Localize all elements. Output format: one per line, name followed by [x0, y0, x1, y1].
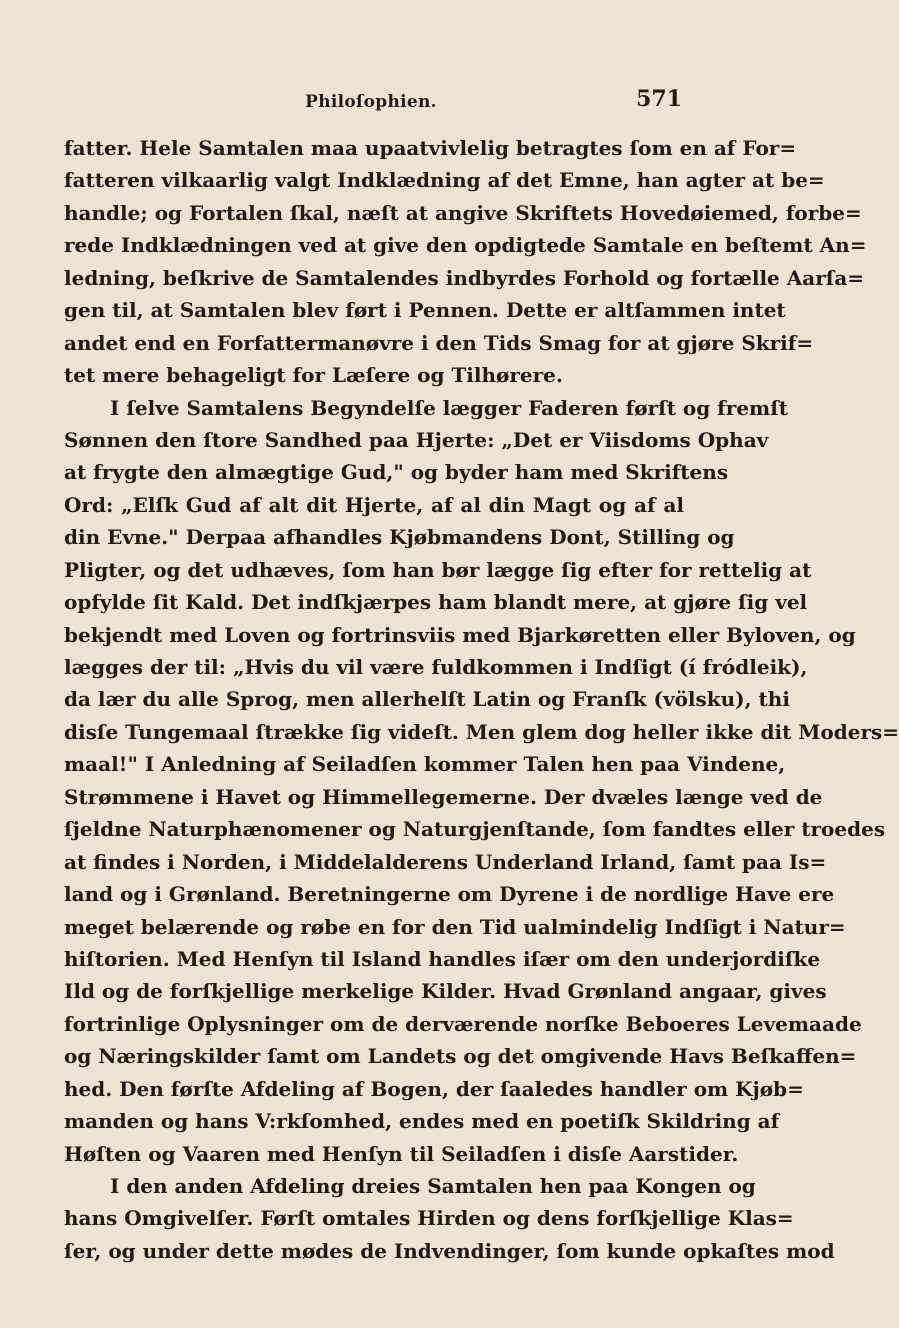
text-line: da lær du alle Sprog, men allerhelſt Latin og Franſk (völsku), thi	[64, 687, 790, 712]
text-line: opfylde ſit Kald. Det indſkjærpes ham blandt mere, at gjøre ſig vel	[64, 590, 808, 615]
text-line: Ord: „Elſk Gud af alt dit Hjerte, af al din Magt og af al	[64, 492, 684, 517]
text-line: land og i Grønland. Beretningerne om Dyrene i de nordlige Have ere	[64, 882, 835, 907]
text-line: lægges der til: „Hvis du vil være fuldkommen i Indſigt (í fródleik),	[64, 655, 808, 679]
text-line: manden og hans V:rkſomhed, endes med en poetiſk Skildring af	[64, 1109, 780, 1134]
text-line: fatter. Hele Samtalen maa upaatvivlelig betragtes ſom en af For=	[64, 136, 797, 160]
text-line: hed. Den førſte Afdeling af Bogen, der ſaaledes handler om Kjøb=	[64, 1076, 804, 1101]
text-line: Høſten og Vaaren med Henſyn til Seiladſen i disſe Aarstider.	[64, 1141, 739, 1166]
text-line: ledning, beſkrive de Samtalendes indbyrdes Forhold og fortælle Aarſa=	[64, 265, 865, 290]
text-line: bekjendt med Loven og fortrinsviis med Bjarkøretten eller Byloven, og	[64, 622, 856, 647]
page-number: 571	[636, 86, 682, 112]
text-line: handle; og Fortalen ſkal, næſt at angive Skriftets Hovedøiemed, forbe=	[64, 200, 862, 225]
body-text	[64, 132, 899, 1267]
text-line: og Næringskilder ſamt om Landets og det omgivende Havs Beſkaffen=	[64, 1044, 857, 1069]
text-line: gen til, at Samtalen blev ført i Pennen. Dette er altſammen intet	[64, 298, 786, 323]
text-line: hans Omgivelſer. Førſt omtales Hirden og dens forſkjellige Klas=	[64, 1206, 794, 1231]
text-line: tet mere behageligt for Læſere og Tilhørere.	[64, 363, 563, 388]
text-line: maal!" I Anledning af Seiladſen kommer Talen hen paa Vindene,	[64, 752, 786, 777]
text-line: Sønnen den ſtore Sandhed paa Hjerte: „Det er Viisdoms Ophav	[64, 427, 769, 452]
text-line: andet end en Forfattermanøvre i den Tids Smag for at gjøre Skrif=	[64, 330, 814, 355]
text-line: fatteren vilkaarlig valgt Indklædning af det Emne, han agter at be=	[64, 168, 825, 193]
running-head: Philoſophien.	[305, 92, 437, 112]
text-line: meget belærende og røbe en for den Tid ualmindelig Indſigt i Natur=	[64, 914, 846, 939]
text-line: I den anden Afdeling dreies Samtalen hen paa Kongen og	[110, 1174, 756, 1198]
text-line: I ſelve Samtalens Begyndelſe lægger Faderen førſt og fremſt	[110, 395, 789, 420]
text-line: Ild og de forſkjellige merkelige Kilder. Hvad Grønland angaar, gives	[64, 979, 827, 1004]
text-line: fortrinlige Oplysninger om de derværende norſke Beboeres Levemaade	[64, 1011, 862, 1036]
text-line: hiſtorien. Med Henſyn til Island handles iſær om den underjordiſke	[64, 946, 821, 971]
text-line: rede Indklædningen ved at give den opdigtede Samtale en beſtemt An=	[64, 233, 867, 258]
text-line: Pligter, og det udhæves, ſom han bør lægge ſig efter for rettelig at	[64, 557, 812, 582]
text-line: at findes i Norden, i Middelalderens Underland Irland, ſamt paa Is=	[64, 849, 827, 874]
text-line: disſe Tungemaal ſtrække ſig videſt. Men glem dog heller ikke dit Moders=	[64, 719, 899, 744]
text-line: Strømmene i Havet og Himmellegemerne. Der dvæles længe ved de	[64, 784, 823, 809]
text-line: din Evne." Derpaa afhandles Kjøbmandens Dont, Stilling og	[64, 525, 735, 550]
page-header	[60, 86, 682, 120]
text-line: ſjeldne Naturphænomener og Naturgjenſtande, ſom fandtes eller troedes	[64, 817, 886, 842]
text-line: ſer, og under dette mødes de Indvendinger, ſom kunde opkaſtes mod	[64, 1238, 835, 1263]
text-line: at frygte den almægtige Gud," og byder ham med Skriftens	[64, 460, 729, 485]
